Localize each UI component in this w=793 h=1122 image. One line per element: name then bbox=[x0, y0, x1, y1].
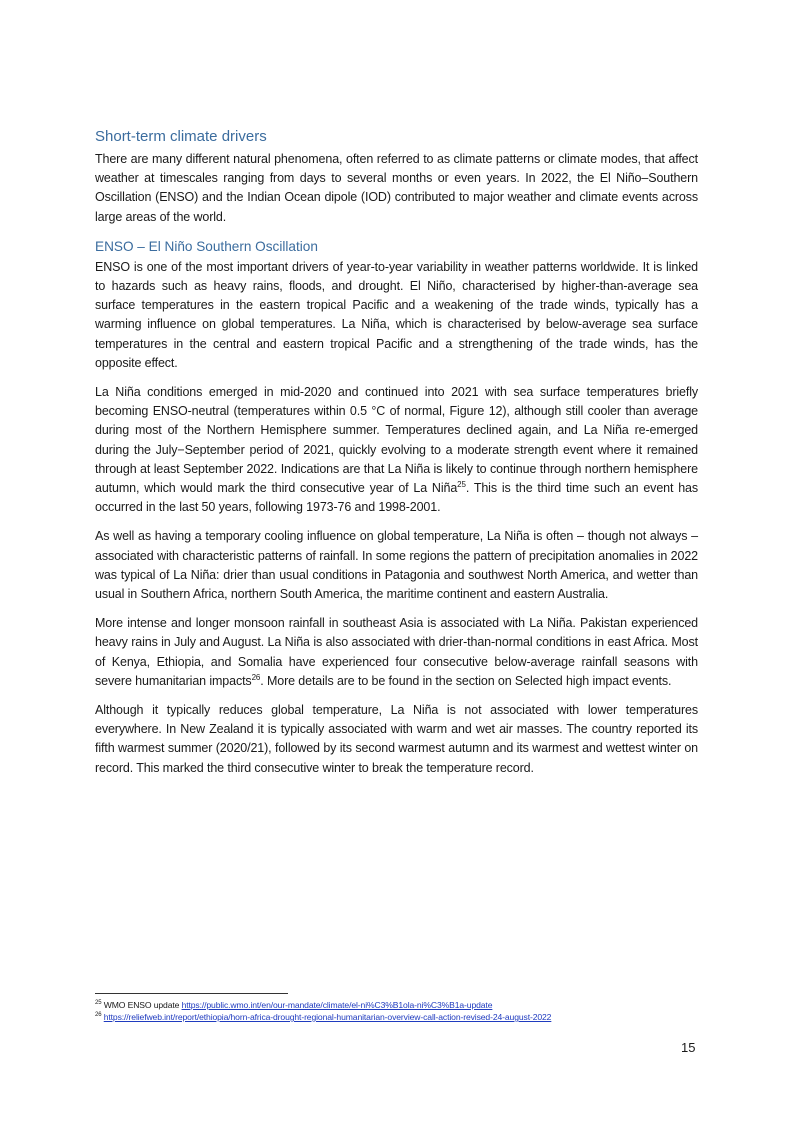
subsection-heading: ENSO – El Niño Southern Oscillation bbox=[95, 238, 318, 254]
section-heading: Short-term climate drivers bbox=[95, 128, 267, 145]
footnote-26 bbox=[95, 1011, 715, 1023]
footnote-number: 26 bbox=[95, 1012, 102, 1019]
paragraph-enso-4-text-a: More intense and longer monsoon rainfall in southeast Asia is associated with La Niña. Pakistan experienced heavy rains in July and August. La Niña is also associated with drier-than-normal conditions in east Africa. Most of Kenya, Ethiopia, and Somalia have experienced four consecutive below-average rainfall seasons with severe humanitarian impacts bbox=[95, 616, 698, 688]
footnotes bbox=[95, 999, 715, 1023]
footnote-ref-26[interactable]: 26 bbox=[251, 672, 261, 682]
paragraph-enso-2 bbox=[95, 383, 698, 517]
page-number: 15 bbox=[681, 1040, 696, 1055]
footnote-number: 25 bbox=[95, 1000, 102, 1007]
footnote-text: WMO ENSO update bbox=[103, 1000, 182, 1010]
paragraph-enso-2-text-b: . This is the third time such an event has occurred in the last 50 years, following 1973-76 and 1998-2001. bbox=[95, 481, 699, 515]
paragraph-enso-2-text-a: La Niña conditions emerged in mid-2020 and continued into 2021 with sea surface temperatures briefly becoming ENSO-neutral (temperatures within 0.5 °C of normal, Figure 12), although still cooler than average during most of the Northern Hemisphere summer. Temperatures declined again, and La Niña re-emerged during the July−September period of 2021, quickly evolving to a moderate strength event where it remained through at least September 2022. Indications are that La Niña is likely to continue through northern hemisphere autumn, which would mark the third consecutive year of La Niña bbox=[95, 385, 698, 496]
paragraph-enso-4 bbox=[95, 614, 698, 691]
footnote-divider bbox=[95, 993, 288, 994]
paragraph-enso-1: ENSO is one of the most important drivers of year-to-year variability in weather patterns worldwide. It is linked to hazards such as heavy rains, floods, and drought. El Niño, characterised by higher-than-average sea surface temperatures in the eastern tropical Pacific and a weakening of the trade winds, typically has a warming influence on global temperatures. La Niña, which is characterised by below-average sea surface temperatures in the central and eastern tropical Pacific and a strengthening of the trade winds, has the opposite effect. bbox=[95, 259, 698, 370]
paragraph-intro: There are many different natural phenomena, often referred to as climate patterns or climate modes, that affect weather at timescales ranging from days to several months or even years. In 2022, the El Niño–Southern Oscillation (ENSO) and the Indian Ocean dipole (IOD) contributed to major weather and climate events across large areas of the world. bbox=[95, 152, 698, 224]
paragraph-enso-3: As well as having a temporary cooling influence on global temperature, La Niña is often – though not always – associated with characteristic patterns of rainfall. In some regions the pattern of precipitation anomalies in 2022 was typical of La Niña: drier than usual conditions in Patagonia and southwest North America, and wetter than usual in Southern Africa, northern South America, the maritime continent and eastern Australia. bbox=[95, 529, 698, 602]
footnote-link[interactable]: https://public.wmo.int/en/our-mandate/climate/el-ni%C3%B1ola-ni%C3%B1a-update bbox=[181, 1000, 493, 1010]
footnote-link[interactable]: https://reliefweb.int/report/ethiopia/horn-africa-drought-regional-humanitarian-overview-call-action-revised-24-august-2022 bbox=[103, 1012, 552, 1022]
page-body bbox=[95, 126, 698, 788]
footnote-25 bbox=[95, 999, 715, 1011]
paragraph-enso-5: Although it typically reduces global temperature, La Niña is not associated with lower temperatures everywhere. In New Zealand it is typically associated with warm and wet air masses. The country reported its fifth warmest summer (2020/21), followed by its second warmest autumn and its warmest and wettest winter on record. This marked the third consecutive winter to break the temperature record. bbox=[95, 703, 698, 775]
paragraph-enso-4-text-b: . More details are to be found in the section on Selected high impact events. bbox=[260, 673, 672, 688]
footnote-ref-25[interactable]: 25 bbox=[457, 479, 466, 489]
